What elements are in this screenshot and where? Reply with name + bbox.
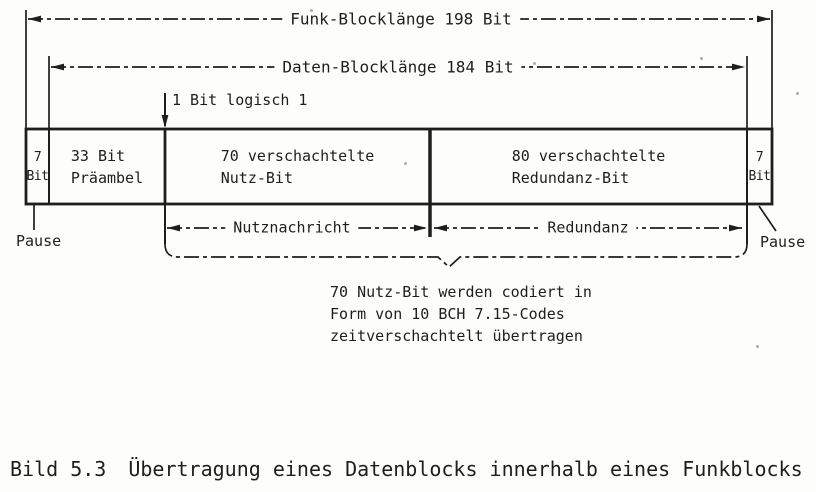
frame-cell-pause-left xyxy=(26,129,49,204)
scan-speck xyxy=(404,162,407,165)
scan-speck xyxy=(796,92,799,95)
cell-text-line2: Bit xyxy=(26,168,49,184)
scan-speck xyxy=(756,345,759,348)
scan-speck xyxy=(533,62,536,65)
figure-number: Bild 5.3 xyxy=(10,457,107,481)
funk-length-label: Funk-Blocklänge 198 Bit xyxy=(282,11,520,28)
scan-speck xyxy=(700,57,703,60)
cell-text-line2: Bit xyxy=(748,168,771,184)
figure-caption xyxy=(10,456,803,482)
figure-title: Übertragung eines Datenblocks innerhalb eines Funkblocks xyxy=(128,457,803,481)
pause-right-label: Pause xyxy=(760,233,806,251)
frame-cell-praeambel xyxy=(49,129,165,204)
pause-right-leader xyxy=(759,206,776,231)
cell-text-line1: 7 xyxy=(33,149,42,165)
daten-length-label: Daten-Blocklänge 184 Bit xyxy=(274,59,521,76)
start-bit-arrow xyxy=(162,93,169,128)
frame-cell-nutz-bit xyxy=(165,129,430,204)
redundanz-label: Redundanz xyxy=(539,220,636,237)
cell-text-line1: 70 verschachtelte xyxy=(220,146,375,165)
pause-left-label: Pause xyxy=(16,232,62,250)
nutznachricht-label: Nutznachricht xyxy=(225,220,358,237)
cell-text-line2: Redundanz-Bit xyxy=(511,168,630,187)
coding-note-line: Form von 10 BCH 7.15-Codes xyxy=(330,305,565,323)
cell-text-line2: Präambel xyxy=(70,168,144,187)
cell-text-line1: 33 Bit xyxy=(70,146,126,165)
cell-text-line1: 7 xyxy=(755,149,764,165)
frame-cell-pause-right xyxy=(747,129,772,204)
cell-text-line1: 80 verschachtelte xyxy=(511,146,666,165)
start-bit-label: 1 Bit logisch 1 xyxy=(172,91,308,109)
cell-text-line2: Nutz-Bit xyxy=(220,168,293,187)
coding-note-line: zeitverschachtelt übertragen xyxy=(330,327,583,345)
coding-note-line: 70 Nutz-Bit werden codiert in xyxy=(330,283,592,301)
coding-note xyxy=(330,281,592,347)
frame-cell-redundanz-bit xyxy=(430,129,747,204)
scan-speck xyxy=(310,9,313,12)
